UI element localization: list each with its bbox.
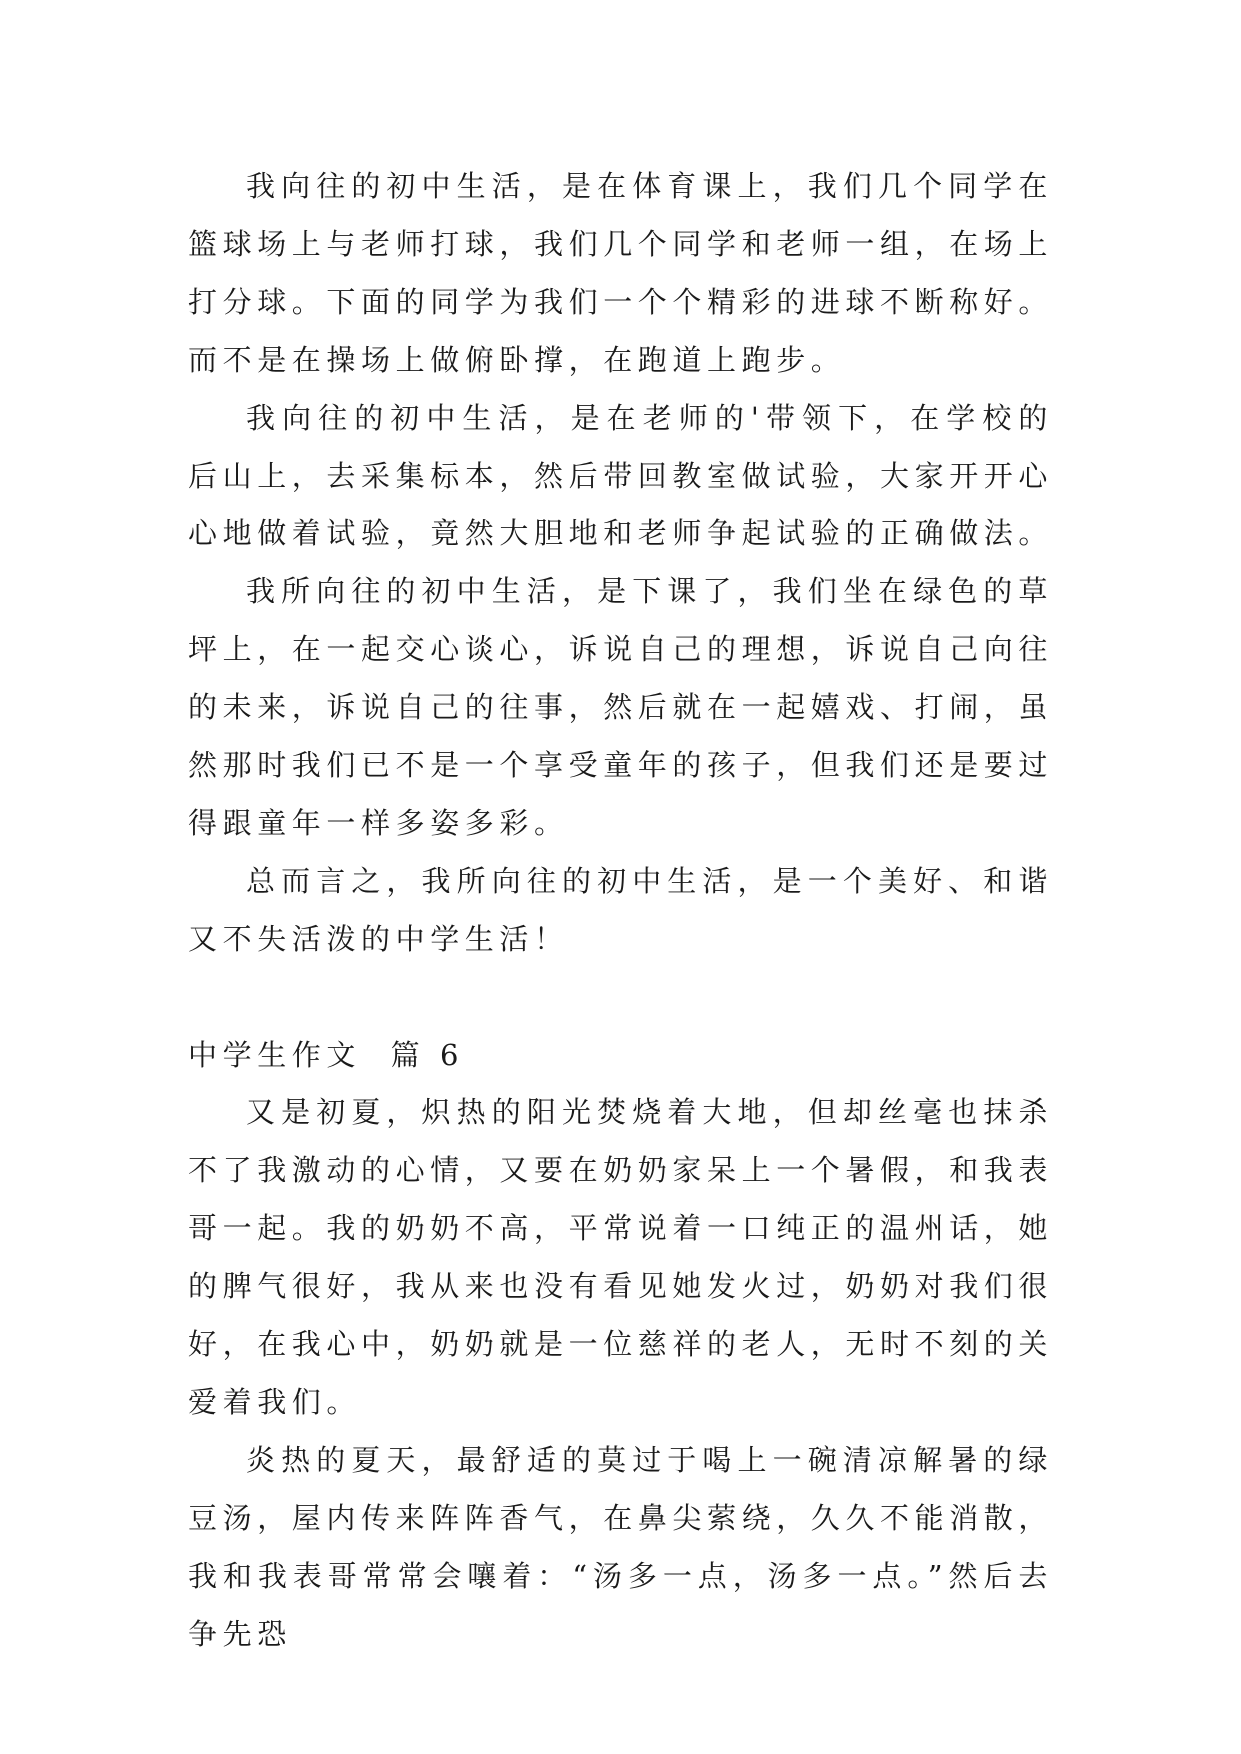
paragraph-4: 总而言之，我所向往的初中生活，是一个美好、和谐又不失活泼的中学生活！ <box>188 863 1053 956</box>
paragraph-3: 我所向往的初中生活，是下课了，我们坐在绿色的草坪上，在一起交心谈心，诉说自己的理想，诉说自己向往的未来，诉说自己的往事，然后就在一起嬉戏、打闹，虽然那时我们已不是一个享受童年的孩子，但我们还是要过得跟童年一样多姿多彩。 <box>188 574 1054 840</box>
paragraph-1: 我向往的初中生活，是在体育课上，我们几个同学在篮球场上与老师打球，我们几个同学和老师一组，在场上打分球。下面的同学为我们一个个精彩的进球不断称好。而不是在操场上做俯卧撑，在跑道上跑步。 <box>188 169 1054 377</box>
document-body <box>188 158 1053 1664</box>
paragraph-2: 我向往的初中生活，是在老师的'带领下，在学校的后山上，去采集标本，然后带回教室做试验，大家开开心心地做着试验，竟然大胆地和老师争起试验的正确做法。 <box>188 400 1054 551</box>
section-paragraph-1: 又是初夏，炽热的阳光焚烧着大地，但却丝毫也抹杀不了我激动的心情，又要在奶奶家呆上一个暑假，和我表哥一起。我的奶奶不高，平常说着一口纯正的温州话，她的脾气很好，我从来也没有看见她发火过，奶奶对我们很好，在我心中，奶奶就是一位慈祥的老人，无时不刻的关爱着我们。 <box>188 1095 1054 1420</box>
section-heading: 中学生作文 篇 6 <box>188 1037 465 1072</box>
section-paragraph-2: 炎热的夏天，最舒适的莫过于喝上一碗清凉解暑的绿豆汤，屋内传来阵阵香气，在鼻尖萦绕，久久不能消散，我和我表哥常常会嚷着：“汤多一点，汤多一点。”然后去争先恐 <box>188 1442 1054 1651</box>
